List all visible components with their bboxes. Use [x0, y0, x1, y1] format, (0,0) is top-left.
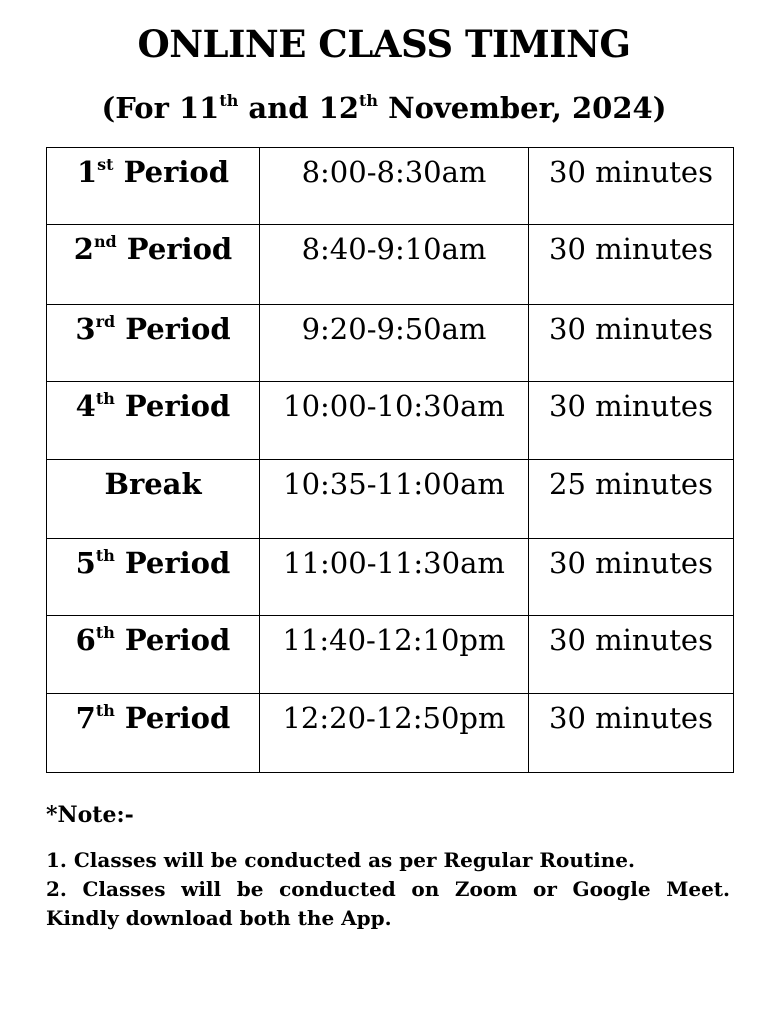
page-subtitle	[0, 88, 768, 128]
note-item-continuation: Kindly download both the App.	[46, 906, 392, 930]
table-row	[47, 305, 734, 382]
period-number: 4	[75, 389, 96, 423]
period-number: 1	[76, 155, 98, 189]
period-cell	[47, 148, 260, 225]
duration-cell: 30 minutes	[529, 225, 734, 305]
duration-cell: 30 minutes	[529, 694, 734, 773]
table-row	[47, 616, 734, 694]
note-list	[46, 846, 730, 933]
period-number: 2	[73, 232, 94, 266]
period-label: Period	[113, 155, 230, 189]
period-label: Period	[114, 701, 231, 735]
period-cell	[47, 539, 260, 616]
period-number: 6	[75, 623, 96, 657]
subtitle-open: (For 11	[101, 91, 220, 125]
table-row	[47, 539, 734, 616]
time-cell: 9:20-9:50am	[260, 305, 529, 382]
page-title: ONLINE CLASS TIMING	[137, 22, 631, 66]
break-label: Break	[104, 467, 202, 501]
period-ordinal-suffix: th	[95, 701, 115, 721]
duration-cell: 30 minutes	[529, 305, 734, 382]
time-cell: 8:00-8:30am	[260, 148, 529, 225]
note-item: 2. Classes will be conducted on Zoom or Google Meet.	[46, 877, 730, 901]
period-label: Period	[114, 623, 231, 657]
table-row	[47, 148, 734, 225]
table-row	[47, 460, 734, 539]
period-ordinal-suffix: th	[95, 623, 115, 643]
period-ordinal-suffix: st	[97, 155, 114, 175]
period-number: 7	[75, 701, 96, 735]
subtitle-superscript-2: th	[359, 91, 378, 111]
time-cell: 8:40-9:10am	[260, 225, 529, 305]
time-cell: 11:00-11:30am	[260, 539, 529, 616]
note-heading: *Note:-	[46, 802, 134, 828]
table-row	[47, 694, 734, 773]
period-cell	[47, 694, 260, 773]
period-cell	[47, 225, 260, 305]
period-number: 5	[75, 546, 96, 580]
subtitle-middle: and 12	[238, 91, 360, 125]
period-label: Period	[114, 546, 231, 580]
period-label: Period	[116, 232, 233, 266]
duration-cell: 30 minutes	[529, 148, 734, 225]
time-cell: 10:35-11:00am	[260, 460, 529, 539]
period-ordinal-suffix: nd	[93, 232, 117, 252]
subtitle-close: November, 2024)	[377, 91, 667, 125]
period-ordinal-suffix: th	[95, 389, 115, 409]
period-ordinal-suffix: rd	[95, 312, 116, 332]
period-label: Period	[114, 389, 231, 423]
time-cell: 11:40-12:10pm	[260, 616, 529, 694]
period-cell	[47, 616, 260, 694]
table-row	[47, 225, 734, 305]
duration-cell: 30 minutes	[529, 616, 734, 694]
duration-cell: 25 minutes	[529, 460, 734, 539]
period-label: Period	[115, 312, 231, 346]
period-cell	[47, 382, 260, 460]
break-cell	[47, 460, 260, 539]
schedule-table	[46, 147, 734, 773]
period-number: 3	[75, 312, 96, 346]
note-item: 1. Classes will be conducted as per Regular Routine.	[46, 848, 635, 872]
duration-cell: 30 minutes	[529, 382, 734, 460]
period-cell	[47, 305, 260, 382]
time-cell: 12:20-12:50pm	[260, 694, 529, 773]
time-cell: 10:00-10:30am	[260, 382, 529, 460]
table-row	[47, 382, 734, 460]
subtitle-superscript-1: th	[219, 91, 239, 111]
duration-cell: 30 minutes	[529, 539, 734, 616]
period-ordinal-suffix: th	[95, 546, 115, 566]
